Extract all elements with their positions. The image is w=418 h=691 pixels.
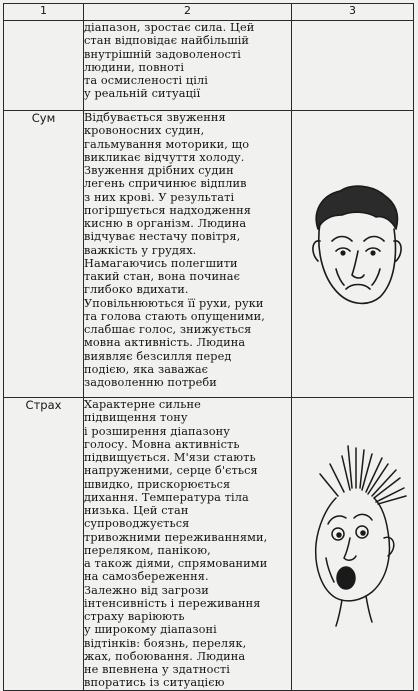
description-line: глибоко вдихати.: [84, 283, 189, 297]
emotion-name: [4, 21, 84, 111]
description-line: а також діями, спрямованими: [84, 557, 268, 570]
description-line: швидко, прискорюється: [84, 477, 231, 491]
description-line: кисню в організм. Людина: [84, 217, 247, 230]
description-line: низька. Цей стан: [84, 504, 189, 517]
description-line: жах, побоювання. Людина: [84, 649, 246, 663]
description-line: виявляє безсилля перед: [84, 349, 232, 363]
description-line: дихання. Температура тіла: [84, 490, 249, 504]
description-line: з них крові. У результаті: [84, 190, 235, 204]
sad-face-illustration: [292, 111, 414, 397]
description-line: у широкому діапазоні: [84, 623, 217, 637]
description-line: та голова стають опущеними,: [84, 309, 265, 323]
emotion-picture-cell: [292, 398, 414, 691]
description-line: задоволенню потреби: [84, 376, 217, 389]
description-line: легень спричинює відплив: [84, 177, 247, 191]
header-row: [4, 4, 414, 21]
emotion-picture-cell: [292, 111, 414, 398]
description-line: та осмисленості цілі: [84, 74, 208, 87]
description-line: відтінків: боязнь, переляк,: [84, 636, 247, 650]
emotion-name: Сум: [4, 111, 84, 398]
table-row: [4, 21, 414, 111]
column-header-2: 2: [84, 4, 292, 21]
emotions-table: [3, 3, 414, 691]
description-line: підвищується. М'язи стають: [84, 451, 256, 464]
column-header-1: 1: [4, 4, 84, 21]
description-line: впоратись із ситуацією: [84, 676, 225, 690]
description-line: на самозбереження.: [84, 570, 209, 584]
description-line: Залежно від загрози: [84, 583, 209, 597]
description-line: стан відповідає найбільшій: [84, 34, 250, 48]
description-line: і розширення діапазону: [84, 424, 231, 438]
description-line: у реальній ситуації: [84, 87, 201, 101]
description-line: підвищення тону: [84, 411, 188, 425]
description-line: гальмування моторики, що: [84, 137, 250, 151]
description-line: супроводжується: [84, 517, 190, 531]
description-line: слабшає голос, знижується: [84, 323, 252, 336]
description-line: Характерне сильне: [84, 398, 201, 411]
emotion-name: Страх: [4, 398, 84, 691]
table-row: [4, 111, 414, 398]
table-row: [4, 398, 414, 691]
column-header-3: 3: [292, 4, 414, 21]
description-line: внутрішній задоволеності: [84, 47, 241, 61]
emotion-description: [84, 21, 292, 111]
description-line: напруженими, серце б'ється: [84, 464, 258, 478]
description-line: не впевнена у здатності: [84, 663, 230, 676]
description-line: людини, повноті: [84, 60, 185, 74]
description-line: тривожними переживаннями,: [84, 530, 268, 544]
description-line: страху варіюють: [84, 610, 185, 623]
description-line: подією, яка заважає: [84, 362, 209, 376]
description-line: переляком, панікою,: [84, 543, 211, 557]
emotion-description: [84, 111, 292, 398]
description-line: голосу. Мовна активність: [84, 437, 240, 451]
description-line: важкість у грудях.: [84, 243, 197, 257]
description-line: діапазон, зростає сила. Цей: [84, 21, 255, 34]
description-line: відчуває нестачу повітря,: [84, 230, 241, 244]
emotion-picture-cell: [292, 21, 414, 111]
description-line: Звуження дрібних судин: [84, 164, 234, 177]
description-line: інтенсивність і переживання: [84, 596, 261, 610]
description-line: такий стан, вона починає: [84, 270, 241, 283]
description-line: мовна активність. Людина: [84, 336, 246, 350]
description-line: кровоносних судин,: [84, 124, 205, 138]
scared-face-illustration: [292, 398, 414, 688]
description-line: Намагаючись полегшити: [84, 256, 238, 270]
description-line: викликає відчуття холоду.: [84, 150, 245, 164]
description-line: Відбувається звуження: [84, 111, 226, 124]
description-line: погіршується надходження: [84, 203, 252, 217]
description-line: Уповільнюються її рухи, руки: [84, 296, 264, 310]
emotion-description: [84, 398, 292, 691]
